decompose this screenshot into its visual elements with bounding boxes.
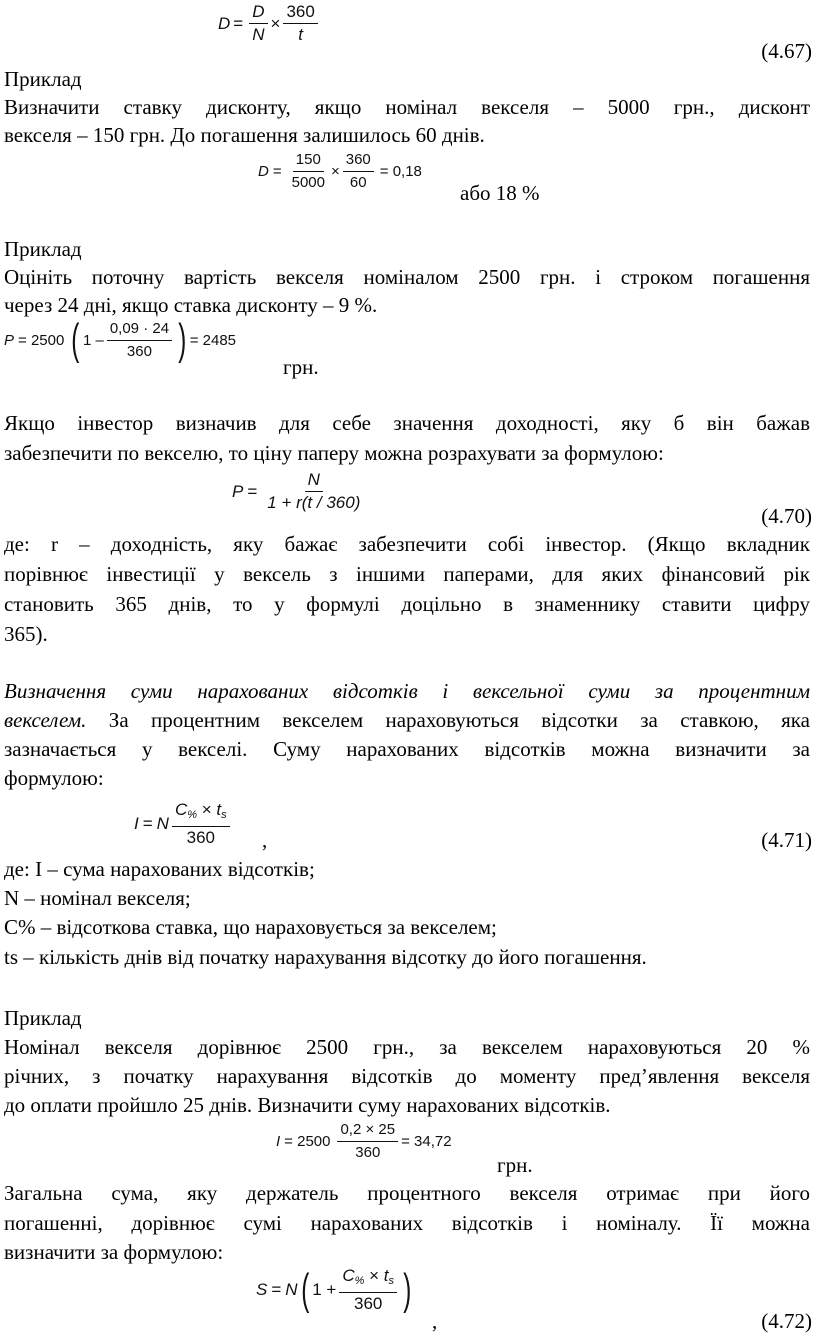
- paragraph-line: де: r – доходність, яку бажає забезпечити собі інвестор. (Якщо вкладник: [4, 532, 810, 556]
- example-heading: Приклад: [4, 1006, 82, 1030]
- formula-subscript: %: [354, 1275, 365, 1287]
- formula-fraction: [264, 470, 363, 513]
- fraction-denominator: 360: [186, 828, 215, 847]
- fraction-numerator: D: [249, 2, 267, 24]
- left-paren-icon: (: [71, 315, 80, 364]
- definition-line: де: I – сума нарахованих відсотків;: [4, 857, 315, 881]
- formula-fraction: [283, 2, 317, 45]
- paragraph-line: Визначити ставку дисконту, якщо номінал векселя – 5000 грн., дисконт: [4, 95, 810, 119]
- equation-number: (4.71): [761, 828, 812, 852]
- formula-subscript: s: [221, 809, 227, 821]
- formula-4-67: [218, 2, 321, 45]
- fraction-numerator: 150: [293, 150, 324, 172]
- formula-symbol: N: [285, 1280, 298, 1299]
- right-paren-icon: ): [403, 1265, 412, 1314]
- paragraph-line: погашенні, дорівнює сумі нарахованих відсотків і номіналу. Її можна: [4, 1211, 810, 1235]
- formula-operator: ×: [369, 1266, 380, 1285]
- formula-fraction: [289, 150, 328, 193]
- formula-result: = 34,72: [401, 1133, 452, 1150]
- fraction-numerator: 360: [343, 150, 374, 172]
- paragraph-line: Номінал векселя дорівнює 2500 грн., за векселем нараховуються 20 %: [4, 1035, 810, 1059]
- definition-line: С% – відсоткова ставка, що нараховується за векселем;: [4, 915, 497, 939]
- formula-comma: ,: [262, 828, 268, 852]
- formula-subscript: %: [187, 809, 198, 821]
- unit-text: грн.: [497, 1153, 533, 1177]
- formula-symbol: C: [342, 1266, 355, 1285]
- formula-fraction: [343, 150, 374, 193]
- fraction-denominator: 360: [353, 1294, 383, 1313]
- example-heading: Приклад: [4, 67, 82, 91]
- fraction-numerator: N: [305, 470, 323, 492]
- example3-formula: [276, 1120, 452, 1163]
- formula-4-72: [256, 1266, 415, 1314]
- formula-symbol: t: [383, 1266, 389, 1285]
- formula-symbol: P: [4, 331, 15, 349]
- formula-result: = 0,18: [379, 163, 422, 180]
- paragraph-line: [4, 707, 810, 733]
- paragraph-line: порівнює інвестиції у вексель з іншими паперами, для яких фінансовий рік: [4, 562, 810, 586]
- left-paren-icon: (: [300, 1265, 309, 1314]
- formula-operator: = 2500: [18, 331, 65, 349]
- formula-symbol: t: [216, 800, 222, 819]
- plain-text: За процентним векселем нараховуються відсотки за ставкою, яка: [86, 708, 810, 732]
- paragraph-line: Загальна сума, яку держатель процентного векселя отримає при його: [4, 1181, 810, 1205]
- fraction-numerator: 0,2 × 25: [337, 1120, 398, 1142]
- paragraph-line: Оцініть поточну вартість векселя номіналом 2500 грн. і строком погашення: [4, 265, 810, 289]
- fraction-numerator: 360: [283, 2, 317, 24]
- paragraph-line: Визначення суми нарахованих відсотків і вексельної суми за процентним: [4, 679, 810, 703]
- formula-operator: = 2500: [284, 1133, 331, 1150]
- formula-symbol: C: [174, 800, 188, 819]
- example1-formula: [258, 150, 422, 193]
- equation-number: (4.70): [761, 504, 812, 528]
- paragraph-line: Якщо інвестор визначив для себе значення доходності, яку б він бажав: [4, 411, 810, 435]
- formula-operator: ×: [201, 800, 212, 819]
- formula-symbol: D: [218, 13, 231, 33]
- formula-operator: ×: [330, 163, 340, 180]
- formula-symbol: N: [156, 814, 169, 833]
- fraction-denominator: 360: [126, 342, 152, 360]
- formula-result: = 2485: [189, 331, 236, 349]
- right-paren-icon: ): [178, 315, 187, 364]
- paragraph-line: векселя – 150 грн. До погашення залишилось 60 днів.: [4, 123, 485, 147]
- formula-symbol: P: [232, 481, 244, 501]
- formula-fraction: [337, 1120, 398, 1163]
- formula-symbol: D: [258, 163, 269, 180]
- result-text: або 18 %: [460, 181, 540, 205]
- fraction-numerator: 0,09 · 24: [107, 319, 172, 341]
- paragraph-line: формулою:: [4, 766, 104, 790]
- example2-formula: [4, 315, 236, 364]
- fraction-denominator: 5000: [291, 174, 325, 191]
- italic-text: векселем.: [4, 708, 87, 732]
- equation-number: (4.72): [761, 1309, 812, 1333]
- paragraph-line: через 24 дні, якщо ставка дисконту – 9 %.: [4, 293, 378, 317]
- formula-term: 1 –: [82, 331, 104, 349]
- formula-operator: =: [247, 481, 258, 501]
- formula-symbol: S: [256, 1280, 268, 1299]
- equation-number: (4.67): [761, 39, 812, 63]
- fraction-denominator: 60: [349, 174, 367, 191]
- definition-line: ts – кількість днів від початку нарахування відсотку до його погашення.: [4, 945, 647, 969]
- formula-operator: =: [142, 814, 153, 833]
- formula-comma: ,: [432, 1309, 438, 1333]
- paragraph-line: зазначається у векселі. Суму нарахованих відсотків можна визначити за: [4, 737, 810, 761]
- formula-fraction: [107, 319, 172, 362]
- fraction-numerator: [172, 800, 230, 827]
- paragraph-line: визначити за формулою:: [4, 1240, 224, 1264]
- fraction-denominator: N: [252, 25, 265, 44]
- fraction-denominator: 360: [355, 1144, 381, 1161]
- example-heading: Приклад: [4, 237, 82, 261]
- formula-fraction: [172, 800, 230, 848]
- formula-4-71: [134, 800, 233, 848]
- formula-symbol: I: [276, 1133, 281, 1150]
- paragraph-line: забезпечити по векселю, то ціну паперу можна розрахувати за формулою:: [4, 441, 664, 465]
- paragraph-line: 365).: [4, 622, 48, 646]
- paragraph-line: становить 365 днів, то у формулі доцільно в знаменнику ставити цифру: [4, 592, 810, 616]
- formula-operator: =: [271, 1280, 282, 1299]
- definition-line: N – номінал векселя;: [4, 886, 191, 910]
- paragraph-line: до оплати пройшло 25 днів. Визначити суму нарахованих відсотків.: [4, 1093, 611, 1117]
- unit-text: грн.: [283, 355, 319, 379]
- fraction-denominator: t: [298, 25, 303, 44]
- formula-operator: =: [272, 163, 282, 180]
- fraction-numerator: [339, 1266, 397, 1293]
- formula-fraction: [339, 1266, 397, 1314]
- formula-operator: ×: [270, 13, 281, 33]
- formula-4-70: [232, 470, 366, 513]
- paragraph-line: річних, з початку нарахування відсотків до моменту пред’явлення векселя: [4, 1064, 810, 1088]
- formula-operator: =: [233, 13, 244, 33]
- formula-term: 1 +: [312, 1280, 337, 1299]
- fraction-denominator: 1 + r(t / 360): [267, 493, 361, 512]
- formula-symbol: I: [134, 814, 139, 833]
- formula-fraction: [249, 2, 267, 45]
- formula-subscript: s: [388, 1275, 395, 1287]
